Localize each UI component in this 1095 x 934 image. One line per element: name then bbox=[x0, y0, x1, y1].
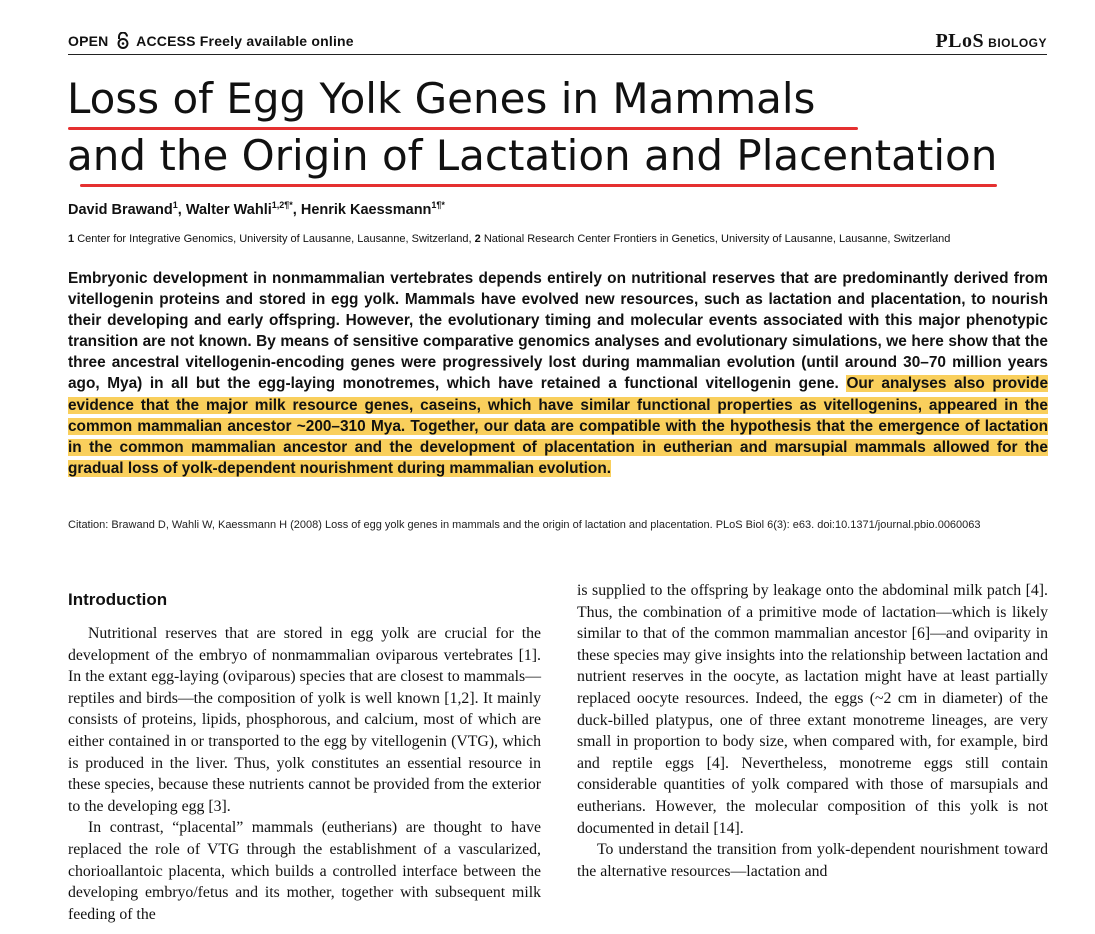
author-affil-sup: 1,2¶* bbox=[271, 200, 293, 210]
open-access-badge bbox=[68, 32, 354, 49]
title-underline-1 bbox=[68, 127, 858, 130]
journal-logo bbox=[935, 30, 1047, 53]
paragraph: In contrast, “placental” mammals (eutherians) are thought to have replaced the role of VTG through the establishment of a vascularized, chorioallantoic placenta, which builds a controlled interface between the developing embryo/fetus and its mother, together with subsequent milk feeding of the bbox=[68, 819, 541, 923]
body-column-left bbox=[68, 623, 541, 925]
journal-header bbox=[68, 30, 1047, 50]
abstract-text: Embryonic development in nonmammalian vertebrates depends entirely on nutritional reserves that are predominantly derived from vitellogenin proteins and stored in egg yolk. Mammals have evolved new resources, such as lactation and placentation, to nourish their developing and early offspring. However, the evolutionary timing and molecular events associated with this major phenotypic transition are not known. By means of sensitive comparative genomics analyses and evolutionary simulations, we here show that the three ancestral vitellogenin-encoding genes were progressively lost during mammalian evolution (until around 30–70 million years ago, Mya) in all but the egg-laying monotremes, which have retained a functional vitellogenin gene. bbox=[68, 270, 1048, 393]
access-label: ACCESS bbox=[136, 33, 196, 49]
title-line-1: Loss of Egg Yolk Genes in Mammals bbox=[67, 74, 816, 123]
abstract bbox=[68, 268, 1048, 479]
journal-logo-main: PLoS bbox=[935, 30, 985, 52]
author-affil-sup: 1 bbox=[172, 200, 178, 210]
title-underline-2 bbox=[80, 184, 997, 187]
affil-number: 1 bbox=[68, 233, 75, 245]
affil-text: Center for Integrative Genomics, University of Lausanne, Lausanne, Switzerland, bbox=[77, 233, 472, 245]
author-name: Walter Wahli bbox=[185, 201, 272, 218]
open-lock-icon bbox=[116, 32, 130, 49]
citation: Citation: Brawand D, Wahli W, Kaessmann H (2008) Loss of egg yolk genes in mammals and the origin of lactation and placentation. PLoS Biol 6(3): e63. doi:10.1371/journal.pbio.0060063 bbox=[68, 519, 981, 531]
header-rule bbox=[68, 54, 1047, 55]
journal-logo-sub: BIOLOGY bbox=[988, 36, 1047, 50]
paragraph: is supplied to the offspring by leakage onto the abdominal milk patch [4]. Thus, the combination of a primitive mode of lactation—which is likely similar to that of the common mammalian ancestor [6]—and oviparity in these species may give insights into the relationship between lactation and nutrient reserves in the oocyte, as lactation might have at least partially replaced oocyte resources. Indeed, the eggs (~2 cm in diameter) of the duck-billed platypus, one of three extant monotreme lineages, are very small in proportion to body size, when compared with, for example, bird and reptile eggs [4]. Nevertheless, monotreme eggs still contain considerable quantities of yolk compared with those of marsupials and eutherians. However, the molecular composition of this yolk is not documented in detail [14]. bbox=[577, 582, 1048, 837]
body-column-right bbox=[577, 580, 1048, 882]
paragraph: To understand the transition from yolk-dependent nourishment toward the alternative resources—lactation and bbox=[577, 841, 1048, 880]
title-line-2: and the Origin of Lactation and Placentation bbox=[67, 131, 998, 180]
open-label: OPEN bbox=[68, 33, 109, 49]
author-affil-sup: 1¶* bbox=[431, 200, 445, 210]
affil-number: 2 bbox=[474, 233, 481, 245]
affil-text: National Research Center Frontiers in Genetics, University of Lausanne, Lausanne, Switzerland bbox=[483, 233, 951, 245]
author-name: Henrik Kaessmann bbox=[300, 201, 432, 218]
freely-available-label: Freely available online bbox=[199, 33, 354, 49]
paragraph: Nutritional reserves that are stored in egg yolk are crucial for the development of the embryo of nonmammalian oviparous vertebrates [1]. In the extant egg-laying (oviparous) species that are closest to mammals—reptiles and birds—the composition of yolk is well known [1,2]. It mainly consists of proteins, lipids, phosphorous, and calcium, most of which are either contained in or transported to the egg by vitellogenin (VTG), which is produced in the liver. Thus, yolk constitutes an essential resource in these species, because these nutrients cannot be provided from the exterior to the developing egg [3]. bbox=[68, 625, 541, 815]
author-list: David Brawand$^1$, Walter Wahli$^{1,2\P*}$, Henrik Kaessmann$^{1\P*}$ bbox=[68, 200, 445, 218]
abstract-highlighted-text: Our analyses also provide evidence that the major milk resource genes, caseins, which have similar functional properties as vitellogenins, appeared in the common mammalian ancestor ~200–310 Mya. Together, our data are compatible with the hypothesis that the emergence of lactation in the common mammalian ancestor and the development of placentation in eutherian and marsupial mammals allowed for the gradual loss of yolk-dependent nourishment during mammalian evolution. bbox=[68, 375, 1049, 477]
affiliations bbox=[68, 233, 950, 245]
section-heading: Introduction bbox=[68, 590, 168, 609]
author-name: David Brawand bbox=[68, 201, 173, 218]
